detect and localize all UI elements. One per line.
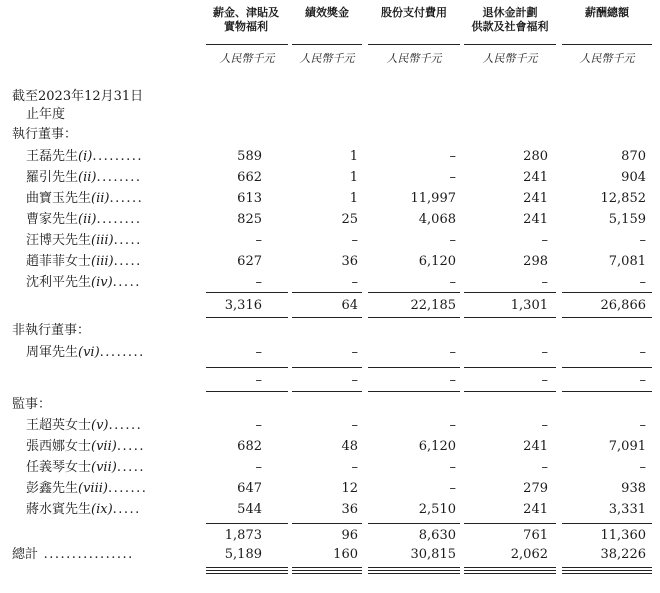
total-row-cell: 30,815 — [410, 547, 456, 562]
subtotal-row-cell: 761 — [523, 528, 548, 543]
leader-dots: ...... — [109, 191, 144, 206]
table-row-cell: 1 — [349, 170, 358, 185]
leader-dots: ..... — [113, 233, 142, 248]
total-rule — [464, 573, 556, 574]
table-row-cell: – — [351, 345, 358, 360]
table-row-cell: – — [541, 275, 548, 290]
header-line-2: 實物福利 — [224, 20, 268, 33]
footnote-ref: (ii) — [91, 191, 110, 206]
double-rule — [292, 567, 362, 571]
header-line-2: 績效獎金 — [305, 6, 349, 19]
table-row-cell: 904 — [621, 170, 646, 185]
total-rule — [562, 523, 652, 524]
person-name: 王磊先生 — [26, 149, 79, 164]
table-row-cell: – — [255, 275, 262, 290]
double-rule — [206, 567, 288, 571]
table-row-cell: 6,120 — [418, 439, 456, 454]
total-rule — [292, 367, 362, 368]
table-row-cell: – — [541, 345, 548, 360]
total-rule — [292, 292, 362, 293]
total-rule — [562, 573, 652, 574]
table-row-label — [26, 232, 142, 250]
subtotal-row-cell: 11,360 — [600, 528, 646, 543]
table-row-cell: 647 — [237, 481, 262, 496]
header-rule — [464, 44, 556, 45]
table-row-cell: – — [351, 275, 358, 290]
footnote-ref: (iv) — [91, 275, 113, 290]
leader-dots: ...... — [108, 418, 143, 433]
subtotal-row-cell: – — [541, 373, 548, 388]
footnote-ref: (i) — [78, 149, 93, 164]
total-rule — [464, 367, 556, 368]
subtotal-row-cell: 8,630 — [418, 528, 456, 543]
person-name: 蔣水賓先生 — [26, 502, 92, 517]
leader-dots: ................ — [38, 547, 134, 562]
unit-label: 人民幣千元 — [219, 52, 275, 65]
table-row-cell: 36 — [341, 502, 358, 517]
footnote-ref: (iii) — [91, 254, 114, 269]
table-row-cell: – — [639, 345, 646, 360]
table-row-cell: – — [255, 418, 262, 433]
table-row-cell: 241 — [523, 170, 548, 185]
table-row-cell: – — [255, 460, 262, 475]
footnote-ref: (ii) — [78, 212, 97, 227]
total-rule — [368, 317, 460, 318]
leader-dots: ......... — [92, 149, 144, 164]
total-rule — [292, 523, 362, 524]
leader-dots: ..... — [116, 439, 145, 454]
table-row-cell: 5,159 — [608, 212, 646, 227]
total-rule — [206, 391, 288, 392]
subtotal-row-cell: 26,866 — [600, 298, 646, 313]
table-row-label — [26, 501, 141, 519]
total-rule — [368, 391, 460, 392]
table-row-cell: – — [351, 233, 358, 248]
subtotal-row-cell: 96 — [341, 528, 358, 543]
total-row-cell: 2,062 — [510, 547, 548, 562]
table-row-cell: – — [449, 170, 456, 185]
total-rule — [368, 573, 460, 574]
table-row-cell: 589 — [237, 149, 262, 164]
total-rule — [368, 523, 460, 524]
table-row-cell: 298 — [523, 254, 548, 269]
total-rule — [562, 317, 652, 318]
table-row-label — [26, 274, 141, 292]
table-row-cell: 12 — [341, 481, 358, 496]
table-row-cell: – — [449, 481, 456, 496]
total-rule — [562, 292, 652, 293]
header-rule — [368, 44, 460, 45]
table-row-cell: 4,068 — [418, 212, 456, 227]
footnote-ref: (v) — [91, 418, 109, 433]
column-header-salaries — [206, 6, 286, 34]
person-name: 汪博天先生 — [26, 233, 92, 248]
subtotal-row-cell: – — [449, 373, 456, 388]
table-row-label — [26, 148, 143, 166]
table-row-cell: 682 — [237, 439, 262, 454]
unit-label: 人民幣千元 — [579, 52, 635, 65]
period-label: 截至2023年12月31日 — [12, 89, 144, 104]
table-row-label — [26, 417, 142, 435]
unit-label: 人民幣千元 — [299, 52, 355, 65]
table-row-cell: – — [541, 418, 548, 433]
subtotal-row-cell: 64 — [341, 298, 358, 313]
subtotal-row-cell: – — [351, 373, 358, 388]
total-rule — [368, 367, 460, 368]
leader-dots: ..... — [112, 275, 141, 290]
table-row-cell: – — [541, 233, 548, 248]
table-row-cell: 938 — [621, 481, 646, 496]
footnote-ref: (ix) — [91, 502, 113, 517]
table-row-cell: – — [449, 460, 456, 475]
section-title-supervisors: 監事： — [12, 397, 52, 412]
table-row-label — [26, 190, 143, 208]
subtotal-row-cell: 1,873 — [224, 528, 262, 543]
person-name: 曹家先生 — [26, 212, 79, 227]
table-row-label — [26, 211, 142, 229]
table-row-cell: 1 — [349, 149, 358, 164]
table-row-cell: 36 — [341, 254, 358, 269]
header-line-1: 薪金、津貼及 — [213, 6, 279, 19]
table-row-cell: – — [351, 460, 358, 475]
table-row-cell: 627 — [237, 254, 262, 269]
person-name: 沈利平先生 — [26, 275, 92, 290]
header-rule — [292, 44, 362, 45]
period-label: 止年度 — [26, 107, 66, 122]
person-name: 張西娜女士 — [26, 439, 92, 454]
column-header-pension — [464, 6, 556, 34]
table-row-cell: 1 — [349, 191, 358, 206]
total-rule — [206, 317, 288, 318]
header-line-2: 股份支付費用 — [381, 6, 447, 19]
table-row-cell: 613 — [237, 191, 262, 206]
header-line-2: 供款及社會福利 — [471, 20, 549, 33]
header-line-2: 薪酬總額 — [585, 6, 629, 19]
column-header-total — [562, 6, 652, 20]
double-rule — [464, 567, 556, 571]
table-row-cell: 241 — [523, 191, 548, 206]
total-rule — [464, 391, 556, 392]
table-row-cell: 280 — [523, 149, 548, 164]
unit-label: 人民幣千元 — [386, 52, 442, 65]
total-row-cell: 5,189 — [224, 547, 262, 562]
table-row-cell: – — [255, 233, 262, 248]
total-rule — [206, 523, 288, 524]
total-label — [12, 546, 134, 564]
person-name: 任義琴女士 — [26, 460, 92, 475]
total-rule — [206, 573, 288, 574]
leader-dots: ........ — [96, 170, 142, 185]
table-row-cell: 241 — [523, 502, 548, 517]
table-row-cell: – — [449, 345, 456, 360]
table-row-cell: 3,331 — [608, 502, 646, 517]
column-header-share-payment — [368, 6, 460, 20]
table-row-label — [26, 344, 145, 362]
footnote-ref: (vii) — [91, 439, 117, 454]
leader-dots: ..... — [112, 502, 141, 517]
table-row-cell: – — [541, 460, 548, 475]
table-row-cell: 2,510 — [418, 502, 456, 517]
person-name: 趙菲菲女士 — [26, 254, 92, 269]
total-rule — [562, 367, 652, 368]
unit-label: 人民幣千元 — [482, 52, 538, 65]
table-row-cell: – — [449, 149, 456, 164]
total-rule — [292, 317, 362, 318]
table-row-cell: 48 — [341, 439, 358, 454]
section-title-executive: 執行董事： — [12, 127, 78, 142]
subtotal-row-cell: 3,316 — [224, 298, 262, 313]
double-rule — [562, 567, 652, 571]
double-rule — [368, 567, 460, 571]
table-row-cell: 870 — [621, 149, 646, 164]
person-name: 周軍先生 — [26, 345, 79, 360]
subtotal-row-cell: 22,185 — [410, 298, 456, 313]
table-row-cell: – — [449, 233, 456, 248]
table-row-label — [26, 169, 142, 187]
total-row-cell: 38,226 — [600, 547, 646, 562]
leader-dots: ..... — [116, 460, 145, 475]
total-rule — [206, 292, 288, 293]
header-line-1: 退休金計劃 — [482, 6, 538, 19]
footnote-ref: (iii) — [91, 233, 114, 248]
total-rule — [464, 317, 556, 318]
table-row-cell: – — [639, 418, 646, 433]
subtotal-row-cell: – — [639, 373, 646, 388]
header-rule — [206, 44, 288, 45]
table-row-cell: – — [255, 345, 262, 360]
total-rule — [292, 391, 362, 392]
total-rule — [562, 391, 652, 392]
table-row-cell: – — [351, 418, 358, 433]
table-row-cell: – — [449, 418, 456, 433]
leader-dots: ........ — [99, 345, 145, 360]
table-row-cell: 544 — [237, 502, 262, 517]
section-title-non-executive: 非執行董事： — [12, 323, 91, 338]
table-row-cell: 662 — [237, 170, 262, 185]
table-row-cell: – — [449, 275, 456, 290]
table-row-cell: 11,997 — [410, 191, 456, 206]
total-rule — [464, 523, 556, 524]
table-row-label — [26, 480, 147, 498]
footnote-ref: (vi) — [78, 345, 100, 360]
table-row-cell: – — [639, 460, 646, 475]
total-rule — [206, 367, 288, 368]
column-header-bonus — [292, 6, 362, 20]
table-row-cell: 12,852 — [600, 191, 646, 206]
subtotal-row-cell: – — [255, 373, 262, 388]
footnote-ref: (viii) — [78, 481, 108, 496]
table-row-cell: – — [639, 275, 646, 290]
footnote-ref: (vii) — [91, 460, 117, 475]
table-row-cell: 825 — [237, 212, 262, 227]
subtotal-row-cell: 1,301 — [510, 298, 548, 313]
person-name: 羅引先生 — [26, 170, 79, 185]
total-rule — [292, 573, 362, 574]
leader-dots: ..... — [113, 254, 142, 269]
person-name: 彭鑫先生 — [26, 481, 79, 496]
leader-dots: ........ — [96, 212, 142, 227]
table-row-label — [26, 438, 145, 456]
footnote-ref: (ii) — [78, 170, 97, 185]
table-row-cell: 241 — [523, 439, 548, 454]
table-row-cell: 7,091 — [608, 439, 646, 454]
table-row-label — [26, 253, 142, 271]
total-text: 總計 — [12, 547, 39, 562]
leader-dots: ....... — [107, 481, 148, 496]
person-name: 王超英女士 — [26, 418, 92, 433]
table-row-cell: 25 — [341, 212, 358, 227]
table-row-label — [26, 459, 145, 477]
person-name: 曲寶玉先生 — [26, 191, 92, 206]
table-row-cell: 241 — [523, 212, 548, 227]
total-row-cell: 160 — [333, 547, 358, 562]
table-row-cell: 279 — [523, 481, 548, 496]
total-rule — [464, 292, 556, 293]
header-rule — [562, 44, 652, 45]
table-row-cell: 6,120 — [418, 254, 456, 269]
table-row-cell: 7,081 — [608, 254, 646, 269]
total-rule — [368, 292, 460, 293]
table-row-cell: – — [639, 233, 646, 248]
